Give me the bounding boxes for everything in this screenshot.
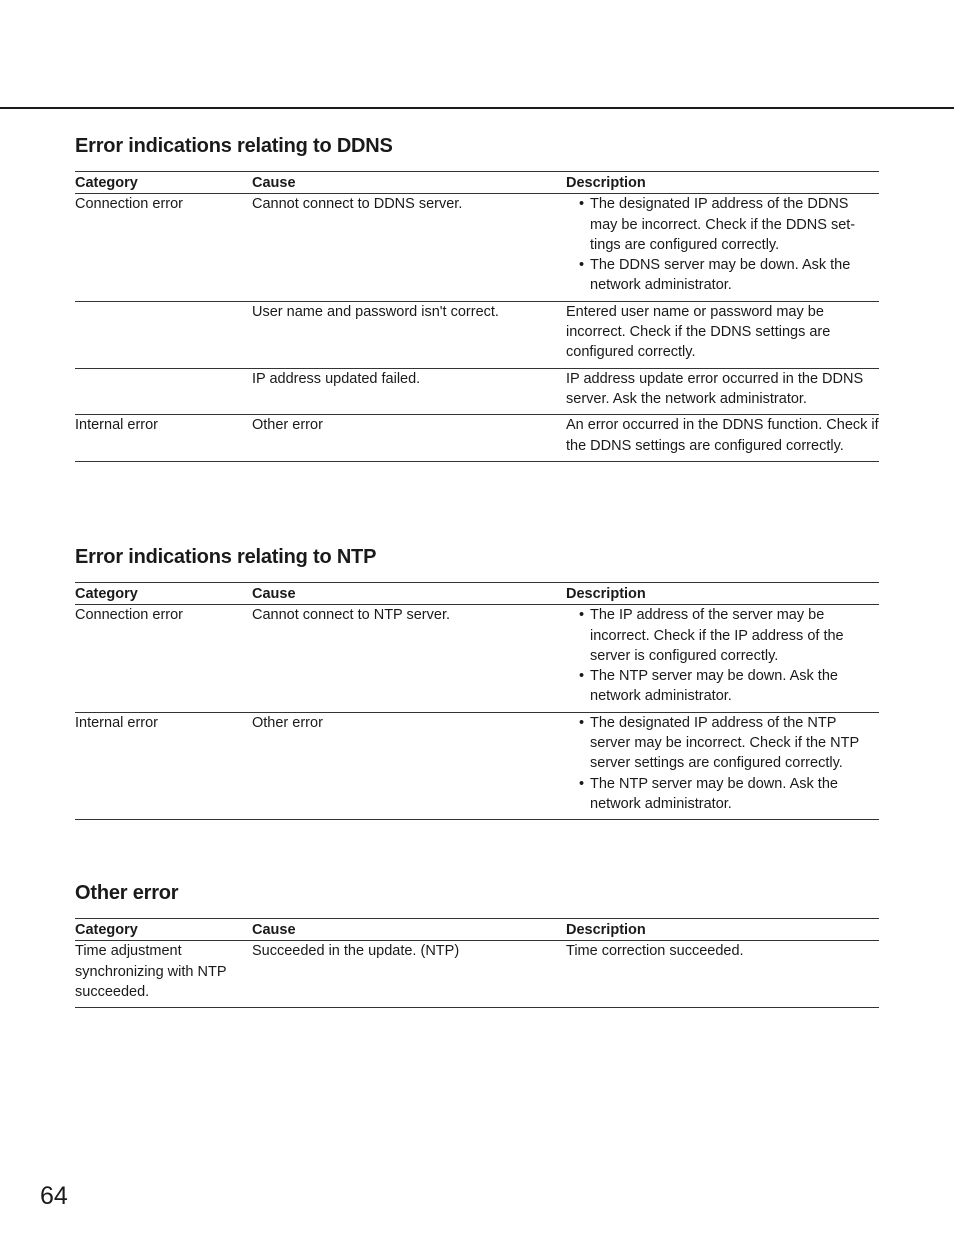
bullet-item: • The IP address of the server may be incorrect. Check if the IP address of the server is configured correctly. xyxy=(579,605,879,666)
ntp-error-table xyxy=(75,582,879,820)
other-error-table xyxy=(75,918,879,1008)
column-header-category: Category xyxy=(75,583,252,605)
description-cell: An error occurred in the DDNS function. Check if the DDNS settings are configured correctly. xyxy=(566,415,879,462)
column-header-category: Category xyxy=(75,919,252,941)
category-cell xyxy=(75,301,252,368)
ddns-error-table xyxy=(75,171,879,462)
description-cell xyxy=(566,194,879,301)
table-row xyxy=(75,941,879,1008)
section-ddns xyxy=(75,135,879,462)
cause-cell: Other error xyxy=(252,415,566,462)
category-cell: Connection error xyxy=(75,194,252,301)
section-title-ddns: Error indications relating to DDNS xyxy=(75,135,393,157)
description-cell: Time correction succeeded. xyxy=(566,941,879,1008)
cause-cell: User name and password isn't correct. xyxy=(252,301,566,368)
column-header-cause: Cause xyxy=(252,172,566,194)
category-cell: Internal error xyxy=(75,415,252,462)
table-row xyxy=(75,605,879,712)
column-header-description: Description xyxy=(566,172,879,194)
table-header-row xyxy=(75,919,879,941)
description-bullets xyxy=(566,194,879,295)
top-rule xyxy=(0,107,954,109)
section-ntp xyxy=(75,546,879,820)
category-cell: Connection error xyxy=(75,605,252,712)
table-header-row xyxy=(75,583,879,605)
description-cell xyxy=(566,605,879,712)
section-title-ntp: Error indications relating to NTP xyxy=(75,546,377,568)
bullet-item: • The DDNS server may be down. Ask the network administrator. xyxy=(579,255,879,296)
bullet-item: • The designated IP address of the DDNS may be incorrect. Check if the DDNS set-tings are configured correctly. xyxy=(579,194,879,255)
section-title-other: Other error xyxy=(75,882,179,904)
column-header-description: Description xyxy=(566,583,879,605)
description-bullets xyxy=(566,605,879,706)
cause-cell: Cannot connect to DDNS server. xyxy=(252,194,566,301)
table-row xyxy=(75,301,879,368)
column-header-cause: Cause xyxy=(252,919,566,941)
cause-cell: Other error xyxy=(252,712,566,819)
description-cell: IP address update error occurred in the DDNS server. Ask the network administrator. xyxy=(566,368,879,415)
description-bullets xyxy=(566,713,879,814)
page-number: 64 xyxy=(40,1182,68,1210)
cause-cell: IP address updated failed. xyxy=(252,368,566,415)
table-header-row xyxy=(75,172,879,194)
table-row xyxy=(75,712,879,819)
table-row xyxy=(75,415,879,462)
column-header-description: Description xyxy=(566,919,879,941)
table-row xyxy=(75,368,879,415)
bullet-item: • The NTP server may be down. Ask the network administrator. xyxy=(579,666,879,707)
description-cell xyxy=(566,712,879,819)
category-cell: Time adjustment synchronizing with NTP succeeded. xyxy=(75,941,252,1008)
column-header-cause: Cause xyxy=(252,583,566,605)
bullet-item: • The designated IP address of the NTP server may be incorrect. Check if the NTP server settings are configured correctly. xyxy=(579,713,879,774)
cause-cell: Cannot connect to NTP server. xyxy=(252,605,566,712)
column-header-category: Category xyxy=(75,172,252,194)
category-cell xyxy=(75,368,252,415)
section-other-error xyxy=(75,882,879,1008)
cause-cell: Succeeded in the update. (NTP) xyxy=(252,941,566,1008)
table-row xyxy=(75,194,879,301)
category-cell: Internal error xyxy=(75,712,252,819)
bullet-item: • The NTP server may be down. Ask the network administrator. xyxy=(579,774,879,815)
description-cell: Entered user name or password may be incorrect. Check if the DDNS settings are configured correctly. xyxy=(566,301,879,368)
